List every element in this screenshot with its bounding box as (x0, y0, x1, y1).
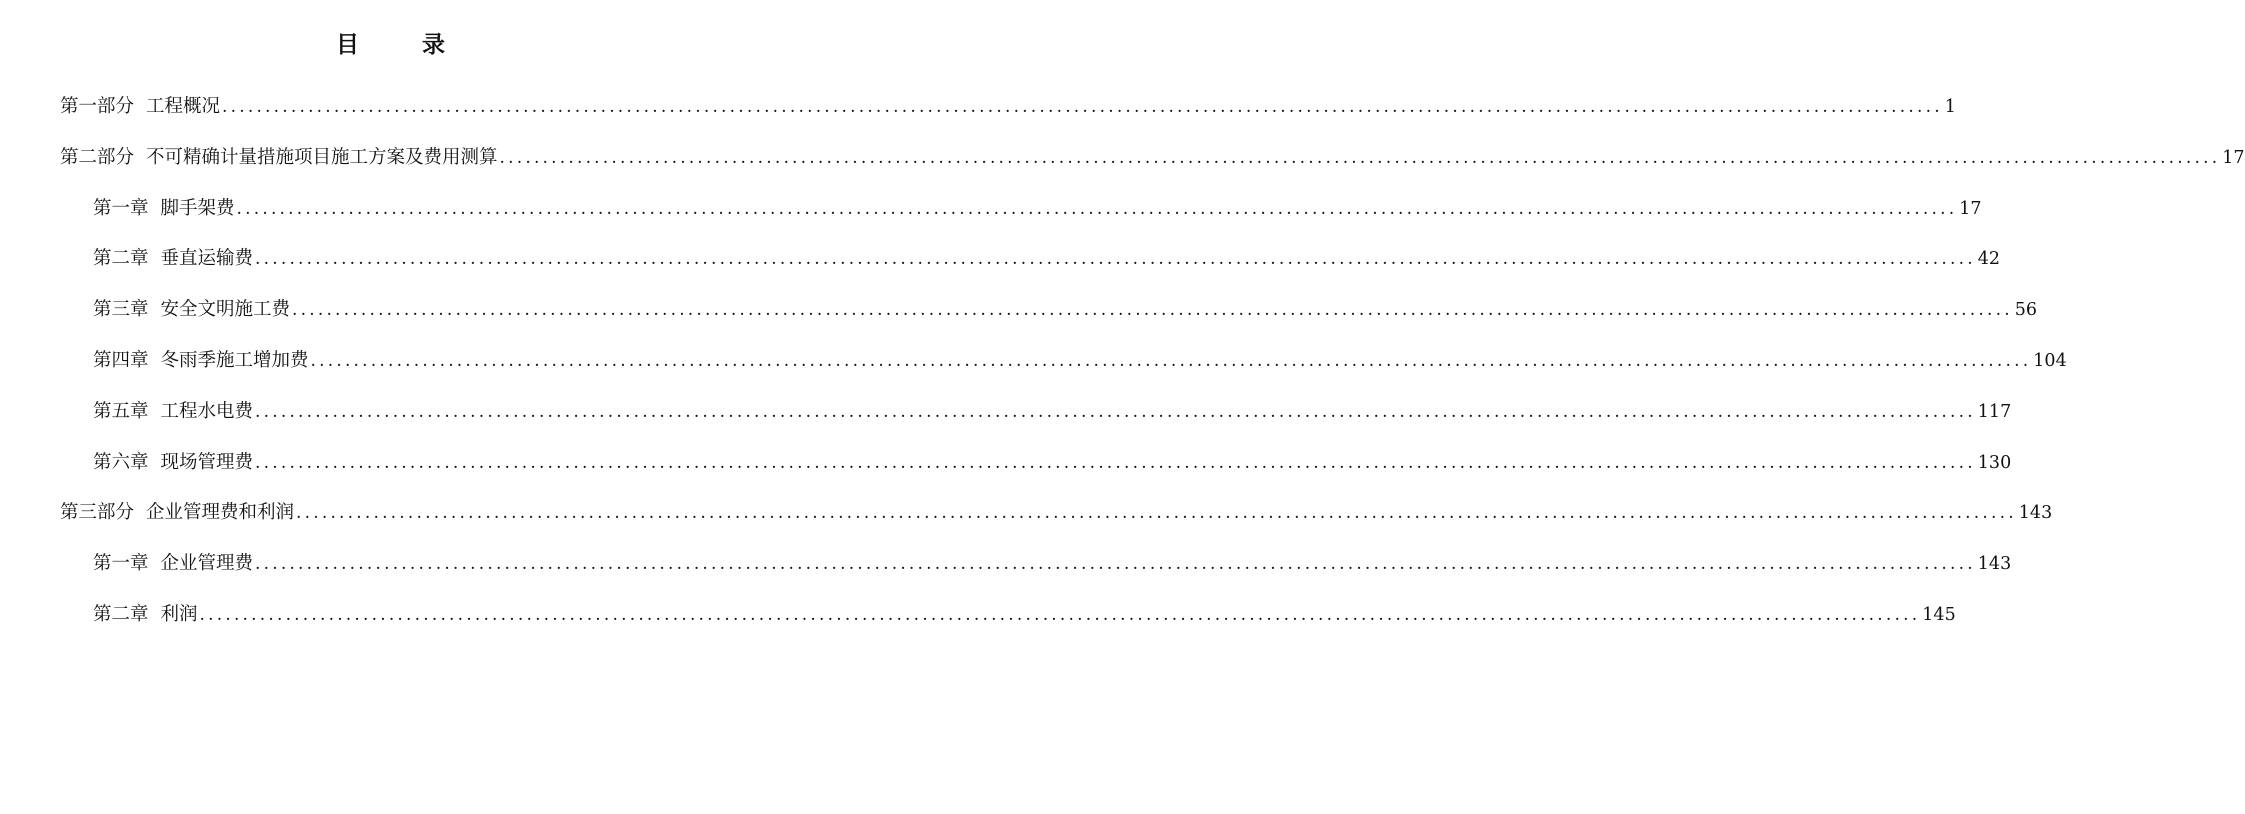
dot-leader: ........................................................................................................................................................................................................ (236, 198, 1958, 219)
toc-entry[interactable] (0, 549, 2012, 600)
toc-entry-label: 脚手架费 (160, 197, 235, 219)
toc-entry-page: 117 (1977, 401, 2012, 422)
dot-leader: ........................................................................................................................................................................................................ (296, 503, 2017, 524)
toc-entry-number: 第二章 (93, 603, 149, 625)
toc-entry-label: 企业管理费和利润 (146, 502, 295, 524)
toc-entry-label: 不可精确计量措施项目施工方案及费用测算 (146, 146, 498, 168)
dot-leader: ........................................................................................................................................................................................................ (255, 249, 1976, 270)
toc-entry-page: 145 (1922, 604, 1956, 625)
toc-entry-page: 17 (2222, 147, 2245, 168)
toc-entry-label: 利润 (160, 603, 198, 625)
toc-entry-page: 104 (2033, 350, 2067, 371)
toc-entry[interactable] (0, 346, 2067, 397)
toc-entry[interactable] (0, 448, 2012, 499)
page-title: 目 录 (336, 32, 465, 58)
dot-leader: ........................................................................................................................................................................................................ (499, 147, 2221, 168)
toc-entry[interactable] (0, 397, 2012, 448)
toc-entry-label: 安全文明施工费 (160, 299, 291, 321)
toc-entry-number: 第二部分 (60, 146, 135, 168)
dot-leader: ........................................................................................................................................................................................................ (255, 554, 1976, 575)
toc-entry-page: 130 (1977, 452, 2012, 473)
toc-entry[interactable] (0, 194, 1982, 245)
dot-leader: ........................................................................................................................................................................................................ (222, 97, 1943, 117)
toc-entry[interactable] (0, 498, 2053, 549)
dot-leader: ........................................................................................................................................................................................................ (310, 350, 2032, 371)
toc-entry-number: 第六章 (93, 451, 149, 473)
toc-entry-label: 工程水电费 (160, 400, 254, 422)
toc-entry[interactable] (0, 295, 2038, 346)
dot-leader: ........................................................................................................................................................................................................ (292, 300, 2013, 321)
toc-entry-page: 17 (1959, 198, 1982, 219)
toc-entry-label: 冬雨季施工增加费 (160, 349, 309, 371)
toc-entry-number: 第三章 (93, 299, 149, 321)
toc-entry-number: 第三部分 (60, 502, 135, 524)
dot-leader: ........................................................................................................................................................................................................ (255, 401, 1976, 422)
toc-entry-page: 56 (2014, 300, 2038, 321)
dot-leader: ........................................................................................................................................................................................................ (199, 604, 1921, 625)
toc-entry-number: 第四章 (93, 349, 149, 371)
toc-entry-number: 第五章 (93, 400, 149, 422)
toc-entry-number: 第一章 (93, 197, 149, 219)
toc-entry[interactable] (0, 600, 1956, 651)
toc-entry-number: 第一章 (93, 553, 149, 575)
toc-entry-label: 企业管理费 (160, 553, 254, 575)
toc-entry-label: 工程概况 (146, 96, 221, 117)
toc-entry[interactable] (0, 92, 1956, 143)
toc-entry[interactable] (0, 143, 2245, 194)
toc-entry-page: 1 (1944, 97, 1956, 117)
toc-entry-page: 42 (1977, 249, 2001, 270)
toc-entry-number: 第一部分 (60, 96, 135, 117)
toc-entry-number: 第二章 (93, 248, 149, 270)
toc-entry-label: 垂直运输费 (160, 248, 254, 270)
toc-entry[interactable] (0, 244, 2001, 295)
toc-entry-label: 现场管理费 (160, 451, 254, 473)
toc-entry-page: 143 (1977, 554, 2012, 575)
toc-entry-page: 143 (2018, 503, 2053, 524)
table-of-contents (0, 92, 2245, 651)
dot-leader: ........................................................................................................................................................................................................ (255, 452, 1976, 473)
